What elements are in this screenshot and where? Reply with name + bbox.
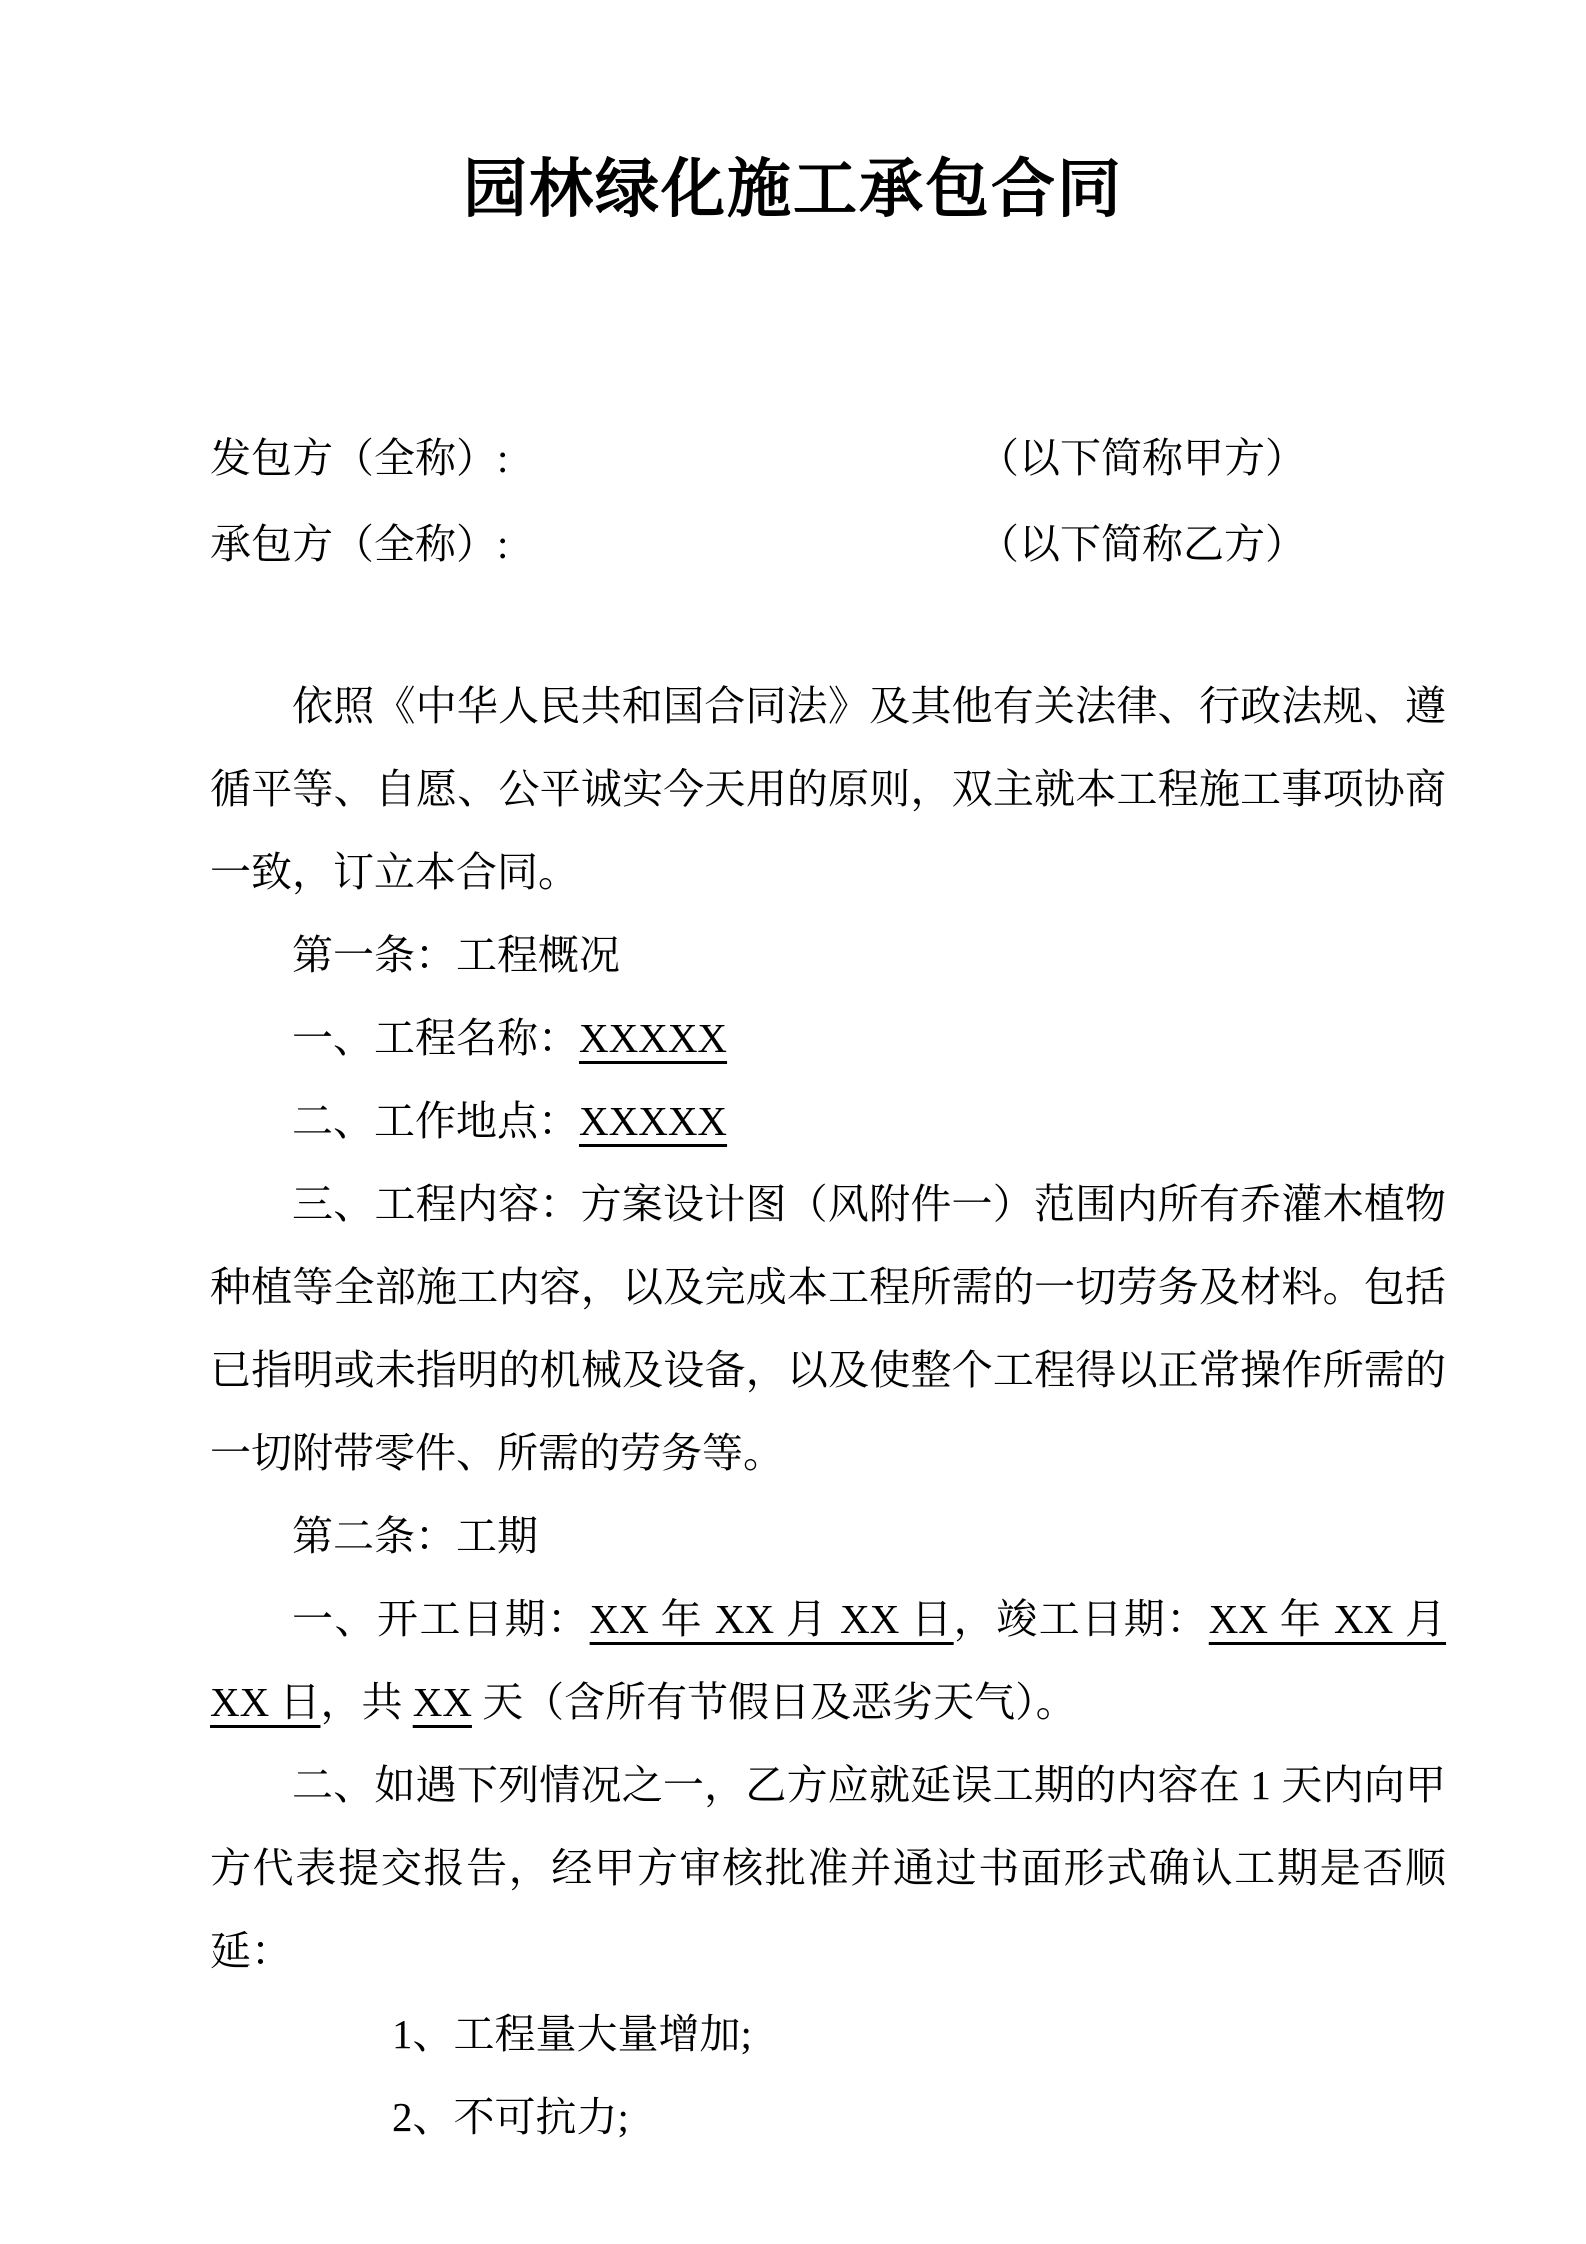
- paragraph: [392, 2076, 1446, 2159]
- text-run: 第二条：工期: [292, 1513, 538, 1559]
- fill-in-value: XX 年 XX 月 XX 日: [210, 1596, 1447, 1725]
- paragraph: [210, 1163, 1446, 1495]
- text-run: 一、工程名称：: [292, 1015, 579, 1061]
- paragraph: [210, 914, 1446, 997]
- contractor-label: 承包方（全称）:: [210, 521, 509, 567]
- text-run: 1、工程量大量增加;: [392, 2011, 752, 2057]
- text-run: 二、工作地点：: [292, 1098, 579, 1144]
- text-run: 一、开工日期：: [292, 1596, 590, 1642]
- party-row-contractor: [210, 501, 1446, 587]
- paragraph: [210, 1744, 1446, 1993]
- text-run: 二、如遇下列情况之一，乙方应就延误工期的内容在 1 天内向甲方代表提交报告，经甲方审核批准并通过书面形式确认工期是否顺延：: [210, 1762, 1446, 1974]
- text-run: 天（含所有节假日及恶劣天气）。: [471, 1679, 1077, 1725]
- paragraph: [210, 1080, 1446, 1163]
- text-run: 依照《中华人民共和国合同法》及其他有关法律、行政法规、遵循平等、自愿、公平诚实今天用的原则，双主就本工程施工事项协商一致，订立本合同。: [210, 683, 1446, 895]
- paragraphs: [210, 665, 1446, 2159]
- fill-in-value: XXXXX: [579, 1098, 728, 1144]
- text-run: ，竣工日期：: [953, 1596, 1209, 1642]
- employer-alias: （以下简称甲方）: [978, 435, 1306, 481]
- parties-section: [210, 415, 1446, 587]
- paragraph: [392, 1993, 1446, 2076]
- paragraph: [210, 1578, 1446, 1744]
- paragraph: [210, 997, 1446, 1080]
- fill-in-value: XX 年 XX 月 XX 日: [589, 1596, 954, 1642]
- fill-in-value: XX: [412, 1679, 472, 1725]
- text-run: 第一条：工程概况: [292, 932, 620, 978]
- paragraph: [210, 1495, 1446, 1578]
- contractor-alias: （以下简称乙方）: [978, 521, 1306, 567]
- party-row-employer: [210, 415, 1446, 501]
- employer-label: 发包方（全称）:: [210, 435, 509, 481]
- paragraph: [210, 665, 1446, 914]
- text-run: 三、工程内容：方案设计图（风附件一）范围内所有乔灌木植物种植等全部施工内容，以及完成本工程所需的一切劳务及材料。包括已指明或未指明的机械及设备，以及使整个工程得以正常操作所需的一切附带零件、所需的劳务等。: [210, 1181, 1446, 1476]
- text-run: ，共: [320, 1679, 413, 1725]
- text-run: 2、不可抗力;: [392, 2094, 629, 2140]
- document-title: 园林绿化施工承包合同: [463, 154, 1123, 225]
- fill-in-value: XXXXX: [579, 1015, 728, 1061]
